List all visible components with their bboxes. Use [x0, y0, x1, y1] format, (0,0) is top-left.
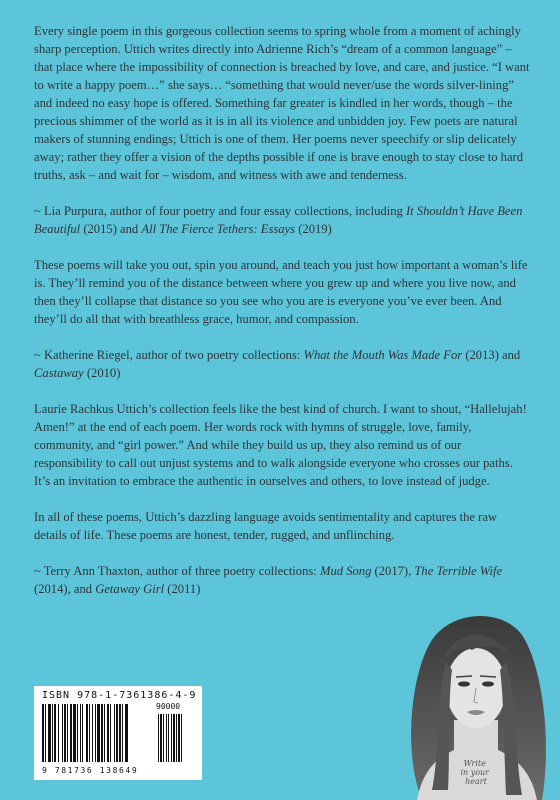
blurb-2-text: These poems will take you out, spin you around, and teach you just how important a woman’s life is. They’ll remind you of the distance between where you grew up and where you live now, and then they’ll collapse that distance so you see who you are is everyone you’ve ever been. And they’ll do all that with breathless grace, humor, and compassion.	[34, 258, 528, 326]
barcode-bar	[62, 704, 63, 762]
barcode-addon-bar	[181, 714, 182, 762]
blurb-2-attribution: ~ Katherine Riegel, author of two poetry collections: What the Mouth Was Made For (2013) and Castaway (2010)	[34, 348, 521, 380]
barcode-bar	[116, 704, 118, 762]
barcode-bars	[42, 704, 194, 764]
barcode-bar	[45, 704, 46, 762]
isbn-label: ISBN 978-1-7361386-4-9	[42, 690, 197, 701]
isbn-barcode	[34, 686, 202, 780]
woman-portrait-illustration	[392, 600, 560, 800]
barcode-bar	[42, 704, 44, 762]
barcode-bar	[52, 704, 53, 762]
barcode-bar	[64, 704, 66, 762]
barcode-addon-bar	[178, 714, 180, 762]
barcode-addon-bar	[176, 714, 177, 762]
barcode-bar	[104, 704, 105, 762]
barcode-bar	[101, 704, 103, 762]
barcode-addon: 90000	[156, 702, 181, 711]
barcode-addon-bar	[158, 714, 159, 762]
barcode-bar	[73, 704, 76, 762]
barcode-bar	[77, 704, 78, 762]
blurb-1-text: Every single poem in this gorgeous collection seems to spring whole from a moment of achingly sharp perception. Uttich writes directly into Adrienne Rich’s “dream of a common language” – that place where the impossibility of connection is breached by love, and care, and justice. “I want to write a happy poem…” she says… “something that would never/use the words silver-lining” and indeed no easy hope is offered. Something far greater is kindled in her words, though – the precious shimmer of the world as it is in all its violence and unbidden joy. Few poets are natural makers of stunning endings; Uttich is one of them. Her poems never speechify or slip delicately away; rather they offer a vision of the depths possible if one is brave enough to stay close to hard truths, ask – and wait for – wisdom, and witness with awe and tenderness.	[34, 24, 530, 182]
barcode-addon-bar	[160, 714, 162, 762]
barcode-bar	[125, 704, 128, 762]
barcode-bar	[114, 704, 115, 762]
barcode-bar	[107, 704, 109, 762]
barcode-addon-bar	[166, 714, 167, 762]
blurb-3-text-2: In all of these poems, Uttich’s dazzling language avoids sentimentality and captures the raw details of life. These poems are honest, tender, rugged, and unflinching.	[34, 510, 498, 542]
blurb-3-text: Laurie Rachkus Uttich’s collection feels like the best kind of church. I want to shout, “Hallelujah! Amen!” at the end of each poem. Her words rock with hymns of struggle, love, family, community, and “girl power.” And while they build us up, they also remind us of our responsibility to call out unjust systems and to walk alongside everyone who crosses our paths. It’s an invitation to embrace the authentic in ourselves and others, to love instead of judge.	[34, 402, 527, 488]
barcode-addon-bar	[171, 714, 172, 762]
back-cover-text	[34, 22, 532, 616]
barcode-bar	[119, 704, 121, 762]
barcode-bar	[80, 704, 81, 762]
barcode-addon-bar	[173, 714, 175, 762]
barcode-addon-bar	[163, 714, 164, 762]
barcode-bar	[58, 704, 59, 762]
barcode-bar	[86, 704, 88, 762]
tattoo-text: Write in your heart	[460, 759, 490, 786]
blurb-1-attribution: ~ Lia Purpura, author of four poetry and four essay collections, including It Shouldn’t Have Been Beautiful (2015) and All The Fierce Tethers: Essays (2019)	[34, 204, 523, 236]
barcode-bar	[54, 704, 56, 762]
barcode-bar	[82, 704, 83, 762]
barcode-bar	[89, 704, 90, 762]
barcode-bar	[70, 704, 72, 762]
barcode-bar	[67, 704, 68, 762]
barcode-bar	[110, 704, 111, 762]
barcode-digits: 9 781736 138649	[42, 766, 139, 775]
barcode-bar	[92, 704, 93, 762]
barcode-addon-bar	[168, 714, 169, 762]
barcode-bar	[122, 704, 123, 762]
blurb-3-attribution: ~ Terry Ann Thaxton, author of three poetry collections: Mud Song (2017), The Terrible Wife (2014), and Getaway Girl (2011)	[34, 564, 503, 596]
barcode-bar	[95, 704, 96, 762]
barcode-bar	[97, 704, 100, 762]
barcode-bar	[48, 704, 51, 762]
